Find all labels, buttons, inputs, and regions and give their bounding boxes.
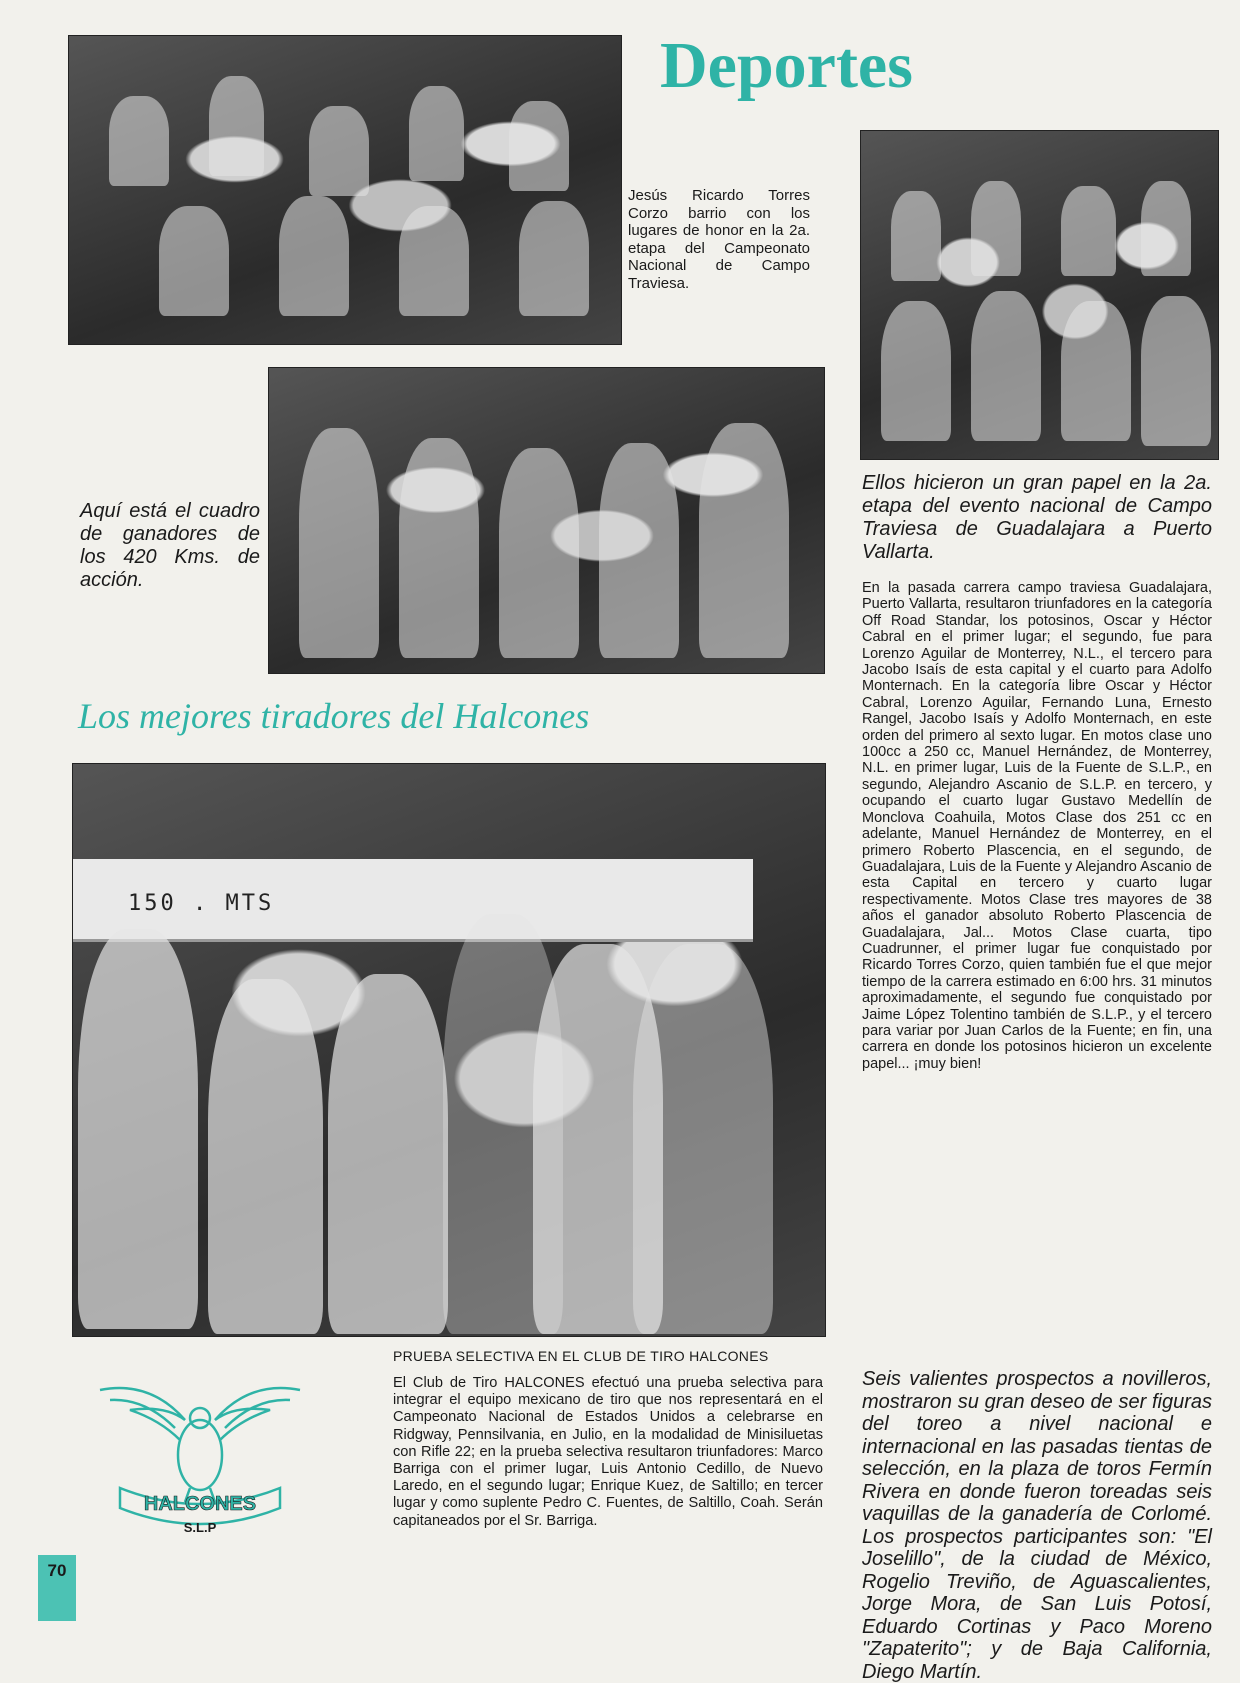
photo3-caption: Ellos hicieron un gran papel en la 2a. etapa del evento nacional de Campo Traviesa de Guadalajara a Puerto Vallarta. <box>862 472 1212 563</box>
article-shooting-body: El Club de Tiro HALCONES efectuó una prueba selectiva para integrar el equipo mexicano de tiro que nos representará en el Campeonato Nacional de Estados Unidos a celebrarse en Ridgway, Pennsilvania, en Julio, en la modalidad de Minisiluetas con Rifle 22; en la prueba selectiva resultaron triunfadores: Marco Barriga con el primer lugar, Luis Antonio Cedillo, de Nuevo Laredo, en el segundo lugar; Enrique Kuez, de Saltillo; en tercer lugar y como suplente Pedro C. Fuentes, de Saltillo, Coah. Serán capitaneados por el Sr. Barriga. <box>393 1375 823 1529</box>
article-shooting-heading: PRUEBA SELECTIVA EN EL CLUB DE TIRO HALCONES <box>393 1348 769 1364</box>
logo-name: HALCONES <box>143 1493 257 1515</box>
photo1-caption: Jesús Ricardo Torres Corzo barrio con los lugares de honor en la 2a. etapa del Campeonato Nacional de Campo Traviesa. <box>628 187 810 292</box>
range-sign-text: 150 . MTS <box>128 891 275 916</box>
page-number: 70 <box>38 1555 76 1621</box>
logo-sub: S.L.P <box>183 1520 217 1535</box>
group-photo-offroad <box>860 130 1219 460</box>
article-shooting-title: Los mejores tiradores del Halcones <box>78 696 590 736</box>
group-photo-riders <box>68 35 622 345</box>
section-title: Deportes <box>660 29 913 102</box>
photo2-caption: Aquí está el cuadro de ganadores de los 420 Kms. de acción. <box>80 500 260 591</box>
shooters-photo <box>72 763 826 1337</box>
article-offroad-body: En la pasada carrera campo traviesa Guadalajara, Puerto Vallarta, resultaron triunfadores en la categoría Off Road Standar, los potosinos, Oscar y Héctor Cabral en el primer lugar; el segundo, fue para Lorenzo Aguilar de Monterrey, N.L., el tercero para Jacobo Isaís de esta capital y el cuarto para Adolfo Monternach. En la categoría libre Oscar y Héctor Cabral, Lorenzo Aguilar, Fernando Luna, Ernesto Rangel, Jacobo Isaís y Adolfo Monternach, en este orden del primero al sexto lugar. En motos clase uno 100cc a 250 cc, Manuel Hernández, de Monterrey, N.L. en primer lugar, Luis de la Fuente de S.L.P., en segundo, Alejandro Ascanio de S.L.P. en tercero, y ocupando el cuarto lugar Gustavo Medellín de Monclova Coahuila, Motos Clase dos 251 cc en adelante, Manuel Hernández de Monterrey, en el primero Roberto Plascencia, en el segundo, de Guadalajara, Luis de la Fuente y Alejandro Ascanio de esta Capital en tercero y cuarto lugar respectivamente. Motos Clase tres mayores de 38 años el ganador absoluto Roberto Plascencia de Guadalajara, Jal... Motos Clase cuarta, tipo Cuadrunner, el primer lugar fue conquistado por Ricardo Torres Corzo, quien también fue el que mejor tiempo de la carrera estimado en 6:00 hrs. 31 minutos aproximadamente, el segundo fue conquistado por Jaime López Tolentino también de S.L.P., y el tercero para variar por Juan Carlos de la Fuente; en fin, una carrera en donde los potosinos hicieron un excelente papel... ¡muy bien! <box>862 580 1212 1072</box>
winners-photo <box>268 367 825 674</box>
article-bullfight-body: Seis valientes prospectos a novilleros, mostraron su gran deseo de ser figuras del toreo a nivel nacional e internacional en las pasadas tientas de selección, en la plaza de toros Fermín Rivera en donde fueron toreadas seis vaquillas de la ganadería de Corlomé. Los prospectos participantes son: "El Joselillo", de la ciudad de México, Rogelio Treviño, de Aguascalientes, Jorge Mora, de San Luis Potosí, Eduardo Cortinas y Paco Moreno "Zapaterito"; y de Baja California, Diego Martín. <box>862 1368 1212 1683</box>
halcones-logo <box>90 1370 310 1545</box>
